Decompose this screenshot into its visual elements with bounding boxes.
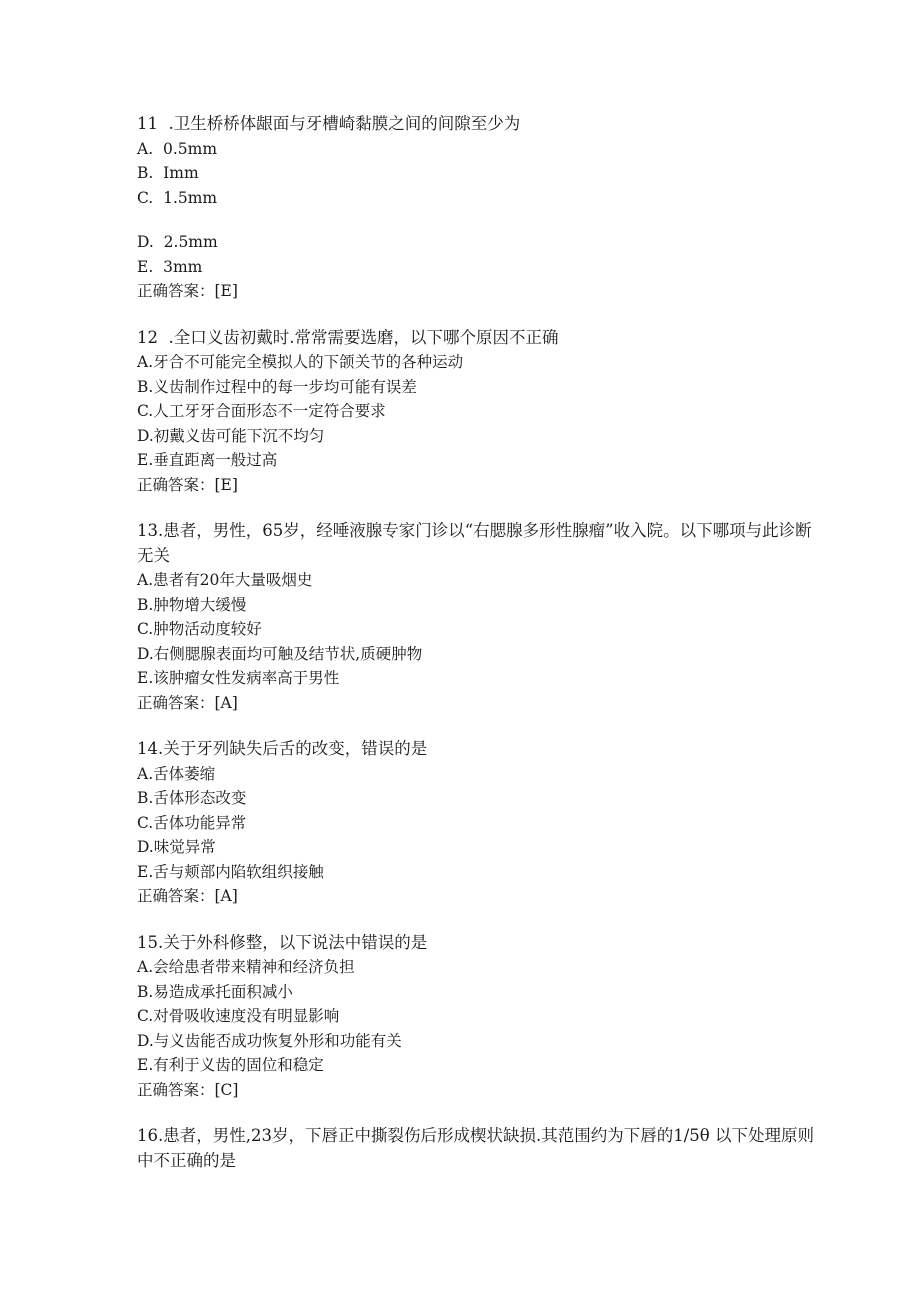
- question-title: 15.关于外科修整，以下说法中错误的是: [137, 932, 428, 952]
- option-e: E.有利于义齿的固位和稳定: [137, 1056, 324, 1074]
- option-e: E.该肿瘤女性发病率高于男性: [137, 669, 340, 687]
- question-title: 12 .全口义齿初戴时.常常需要选磨，以下哪个原因不正确: [137, 327, 559, 347]
- option-b: B.舌体形态改变: [137, 789, 247, 807]
- question-title: 13.患者，男性，65岁，经唾液腺专家门诊以“右腮腺多形性腺瘤”收入院。以下哪项与此诊断无关: [137, 521, 812, 565]
- correct-answer: 正确答案：[C]: [137, 1080, 239, 1099]
- correct-answer: 正确答案：[A]: [137, 693, 238, 712]
- question-15: [137, 931, 817, 1103]
- option-b: B.肿物增大缓慢: [137, 595, 247, 614]
- correct-answer: 正确答案：[A]: [137, 887, 238, 905]
- option-d: D.初戴义齿可能下沉不均匀: [137, 426, 325, 445]
- option-d: D.味觉异常: [137, 838, 216, 856]
- question-title: 14.关于牙列缺失后舌的改变，错误的是: [137, 739, 428, 758]
- option-d: D. 2.5mm: [137, 233, 218, 251]
- question-title: 11 .卫生桥桥体龈面与牙槽崎黏膜之间的间隙至少为: [137, 114, 521, 133]
- option-a: A.患者有20年大量吸烟史: [137, 571, 313, 589]
- option-b: B. Imm: [137, 164, 199, 182]
- exam-page: [137, 112, 817, 1173]
- question-13: [137, 519, 817, 715]
- option-e: E. 3mm: [137, 257, 203, 276]
- option-c: C.人工牙牙合面形态不一定符合要求: [137, 402, 386, 420]
- option-a: A.牙合不可能完全模拟人的下颌关节的各种运动: [137, 353, 464, 371]
- correct-answer: 正确答案：[E]: [137, 282, 238, 300]
- option-d: D.与义齿能否成功恢复外形和功能有关: [137, 1031, 402, 1050]
- option-b: B.易造成承托面积减小: [137, 982, 293, 1001]
- question-14: [137, 737, 817, 909]
- question-title: 16.患者，男性,23岁，下唇正中撕裂伤后形成楔状缺损.其范围约为下唇的1/5θ 以下处理原则中不正确的是: [137, 1126, 814, 1170]
- question-11: [137, 112, 817, 304]
- question-16: [137, 1124, 817, 1173]
- option-c: C. 1.5mm: [137, 188, 218, 207]
- option-d: D.右侧腮腺表面均可触及结节状,质硬肿物: [137, 644, 423, 663]
- question-12: [137, 326, 817, 498]
- option-b: B.义齿制作过程中的每一步均可能有误差: [137, 377, 417, 396]
- option-e: E.垂直距离一般过高: [137, 451, 278, 469]
- correct-answer: 正确答案：[E]: [137, 475, 238, 494]
- option-c: C.舌体功能异常: [137, 813, 247, 832]
- option-c: C.肿物活动度较好: [137, 620, 262, 638]
- option-e: E.舌与颊部内陷软组织接触: [137, 862, 324, 881]
- option-a: A. 0.5mm: [137, 139, 218, 158]
- option-a: A.会给患者带来精神和经济负担: [137, 958, 355, 976]
- option-c: C.对骨吸收速度没有明显影响: [137, 1007, 340, 1025]
- option-a: A.舌体萎缩: [137, 764, 216, 783]
